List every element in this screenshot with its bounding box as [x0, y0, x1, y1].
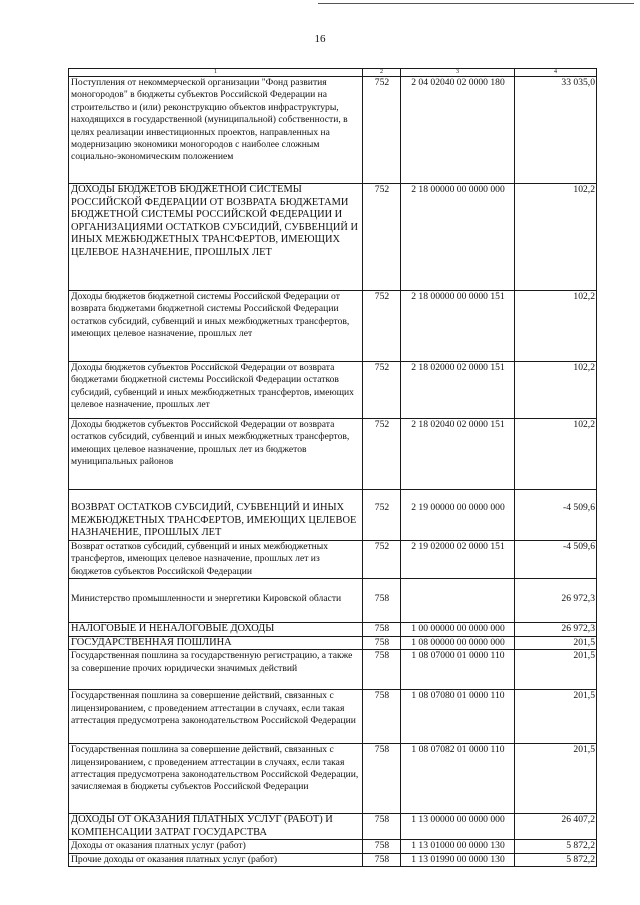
row-name: Государственная пошлина за совершение действий, связанных с лицензированием, с проведением аттестации в случаях, если такая аттестация предусмотрена законодательством Российской Федерации	[69, 690, 363, 744]
table-row	[69, 362, 597, 419]
row-name: Доходы бюджетов субъектов Российской Федерации от возврата бюджетами бюджетной системы Российской Федерации остатков субсидий, субвенций и иных межбюджетных трансфертов, имеющих целевое назначение, прошлых лет	[69, 362, 363, 419]
revenue-table	[68, 68, 597, 867]
amount: 26 407,2	[515, 814, 597, 840]
row-name: ГОСУДАРСТВЕННАЯ ПОШЛИНА	[69, 636, 363, 650]
top-rule	[318, 3, 634, 4]
budget-classification-code: 2 18 00000 00 0000 151	[401, 291, 515, 362]
table-row	[69, 490, 597, 541]
row-name: Министерство промышленности и энергетики Кировской области	[69, 579, 363, 623]
column-number-row	[69, 69, 597, 77]
admin-code: 752	[363, 419, 401, 490]
amount: 26 972,3	[515, 579, 597, 623]
amount: 33 035,0	[515, 77, 597, 184]
table-row	[69, 77, 597, 184]
admin-code: 758	[363, 650, 401, 690]
table-row	[69, 579, 597, 623]
budget-classification-code: 2 19 00000 00 0000 000	[401, 490, 515, 541]
column-number: 1	[69, 69, 363, 77]
amount: 201,5	[515, 690, 597, 744]
amount: 102,2	[515, 184, 597, 291]
admin-code: 752	[363, 77, 401, 184]
row-name: ДОХОДЫ БЮДЖЕТОВ БЮДЖЕТНОЙ СИСТЕМЫ РОССИЙСКОЙ ФЕДЕРАЦИИ ОТ ВОЗВРАТА БЮДЖЕТАМИ БЮДЖЕТНОЙ СИСТЕМЫ РОССИЙСКОЙ ФЕДЕРАЦИИ И ОРГАНИЗАЦИЯМИ ОСТАТКОВ СУБСИДИЙ, СУБВЕНЦИЙ И ИНЫХ МЕЖБЮДЖЕТНЫХ ТРАНСФЕРТОВ, ИМЕЮЩИХ ЦЕЛЕВОЕ НАЗНАЧЕНИЕ, ПРОШЛЫХ ЛЕТ	[69, 184, 363, 291]
budget-classification-code: 1 00 00000 00 0000 000	[401, 623, 515, 637]
table-row	[69, 650, 597, 690]
budget-classification-code: 2 19 02000 02 0000 151	[401, 540, 515, 578]
budget-classification-code: 1 08 07082 01 0000 110	[401, 744, 515, 814]
admin-code: 758	[363, 814, 401, 840]
row-name: Поступления от некоммерческой организации "Фонд развития моногородов" в бюджеты субъектов Российской Федерации на строительство и (или) реконструкцию объектов инфраструктуры, находящихся в государственной (муниципальной) собственности, в целях реализации инвестиционных проектов, направленных на модернизацию экономики моногородов с наиболее сложным социально-экономическим положением	[69, 77, 363, 184]
admin-code: 758	[363, 623, 401, 637]
budget-classification-code: 1 13 01990 00 0000 130	[401, 853, 515, 866]
table-row	[69, 540, 597, 578]
budget-classification-code: 1 13 00000 00 0000 000	[401, 814, 515, 840]
table-row	[69, 744, 597, 814]
row-name: ДОХОДЫ ОТ ОКАЗАНИЯ ПЛАТНЫХ УСЛУГ (РАБОТ) И КОМПЕНСАЦИИ ЗАТРАТ ГОСУДАРСТВА	[69, 814, 363, 840]
row-name: Прочие доходы от оказания платных услуг (работ)	[69, 853, 363, 866]
budget-classification-code: 1 08 07080 01 0000 110	[401, 690, 515, 744]
amount: 102,2	[515, 362, 597, 419]
amount: -4 509,6	[515, 540, 597, 578]
budget-classification-code	[401, 579, 515, 623]
admin-code: 752	[363, 184, 401, 291]
row-name: ВОЗВРАТ ОСТАТКОВ СУБСИДИЙ, СУБВЕНЦИЙ И ИНЫХ МЕЖБЮДЖЕТНЫХ ТРАНСФЕРТОВ, ИМЕЮЩИХ ЦЕЛЕВОЕ НАЗНАЧЕНИЕ, ПРОШЛЫХ ЛЕТ	[69, 490, 363, 541]
row-name: Доходы бюджетов субъектов Российской Федерации от возврата остатков субсидий, субвенций и иных межбюджетных трансфертов, имеющих целевое назначение, прошлых лет из бюджетов муниципальных районов	[69, 419, 363, 490]
amount: 5 872,2	[515, 853, 597, 866]
amount: 201,5	[515, 744, 597, 814]
table-row	[69, 623, 597, 637]
amount: 201,5	[515, 636, 597, 650]
column-number: 4	[515, 69, 597, 77]
admin-code: 758	[363, 636, 401, 650]
admin-code: 752	[363, 490, 401, 541]
row-name: Государственная пошлина за совершение действий, связанных с лицензированием, с проведением аттестации в случаях, если такая аттестация предусмотрена законодательством Российской Федерации, зачисляемая в бюджеты субъектов Российской Федерации	[69, 744, 363, 814]
table-row	[69, 853, 597, 866]
table-row	[69, 840, 597, 853]
amount: 5 872,2	[515, 840, 597, 853]
row-name: Доходы от оказания платных услуг (работ)	[69, 840, 363, 853]
budget-classification-code: 1 08 07000 01 0000 110	[401, 650, 515, 690]
budget-classification-code: 1 13 01000 00 0000 130	[401, 840, 515, 853]
admin-code: 758	[363, 579, 401, 623]
budget-classification-code: 2 18 02040 02 0000 151	[401, 419, 515, 490]
amount: 102,2	[515, 291, 597, 362]
admin-code: 758	[363, 853, 401, 866]
row-name: НАЛОГОВЫЕ И НЕНАЛОГОВЫЕ ДОХОДЫ	[69, 623, 363, 637]
budget-classification-code: 2 18 02000 02 0000 151	[401, 362, 515, 419]
admin-code: 758	[363, 744, 401, 814]
column-number: 2	[363, 69, 401, 77]
row-name: Доходы бюджетов бюджетной системы Российской Федерации от возврата бюджетами бюджетной системы Российской Федерации остатков субсидий, субвенций и иных межбюджетных трансфертов, имеющих целевое назначение, прошлых лет	[69, 291, 363, 362]
amount: 201,5	[515, 650, 597, 690]
row-name: Государственная пошлина за государственную регистрацию, а также за совершение прочих юридически значимых действий	[69, 650, 363, 690]
admin-code: 752	[363, 540, 401, 578]
admin-code: 752	[363, 362, 401, 419]
amount: -4 509,6	[515, 490, 597, 541]
budget-classification-code: 2 04 02040 02 0000 180	[401, 77, 515, 184]
budget-classification-code: 2 18 00000 00 0000 000	[401, 184, 515, 291]
table-row	[69, 814, 597, 840]
budget-classification-code: 1 08 00000 00 0000 000	[401, 636, 515, 650]
admin-code: 752	[363, 291, 401, 362]
table-row	[69, 419, 597, 490]
admin-code: 758	[363, 690, 401, 744]
table-row	[69, 184, 597, 291]
admin-code: 758	[363, 840, 401, 853]
page-number: 16	[314, 33, 326, 45]
amount: 26 972,3	[515, 623, 597, 637]
amount: 102,2	[515, 419, 597, 490]
table-row	[69, 636, 597, 650]
table-row	[69, 291, 597, 362]
column-number: 3	[401, 69, 515, 77]
table-row	[69, 690, 597, 744]
row-name: Возврат остатков субсидий, субвенций и иных межбюджетных трансфертов, имеющих целевое назначение, прошлых лет из бюджетов субъектов Российской Федерации	[69, 540, 363, 578]
